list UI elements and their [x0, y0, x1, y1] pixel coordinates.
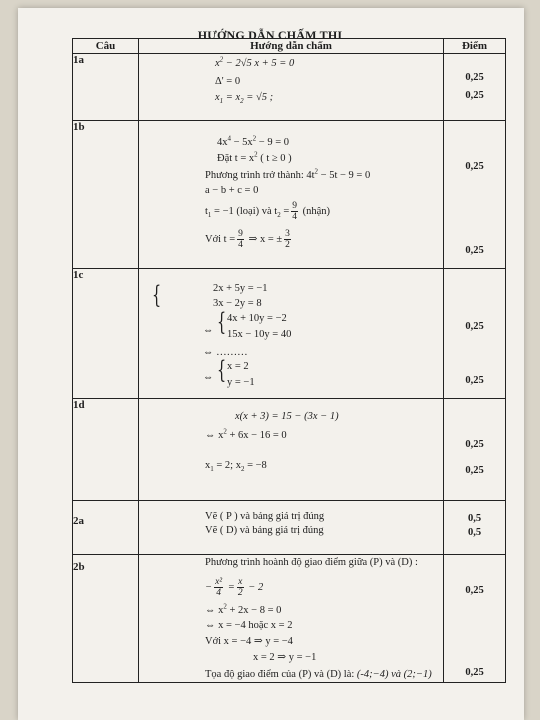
equation-line: ⇔ x = −4 hoặc x = 2 [205, 620, 293, 631]
equation-line: Với x = −4 ⇒ y = −4 [205, 636, 293, 647]
equation-line: − $\frac{\text{x²}}{4}$ = $\frac{x}{2}$ − 2 [205, 577, 264, 598]
score-value: 0,25 [465, 161, 484, 172]
equation-line: $x_1 = x_2 = √5$ ; [215, 92, 274, 106]
score-value: 0,25 [465, 375, 484, 386]
equation-line: ⇔ $x^2 + 2x - 8 = 0$ [205, 602, 282, 616]
conclusion-line: Tọa độ giao điểm của (P) và (D) là: (-4;−4) và (2;−1) [205, 669, 432, 680]
table-row [73, 269, 506, 399]
score-value: 0,5 [467, 527, 482, 538]
table-row [73, 121, 506, 269]
guide-text: Vẽ ( D) và bảng giá trị đúng [205, 525, 324, 536]
guide-cell [139, 399, 444, 501]
brace-icon: { [217, 356, 227, 384]
score-cell [444, 555, 506, 683]
equation-line: x = 2 [227, 361, 249, 372]
equation-line: Δ' = 0 [215, 76, 241, 87]
score-cell [444, 269, 506, 399]
equivalence-symbol: ⇔ [203, 325, 214, 336]
score-value: 0,25 [465, 245, 484, 256]
question-label: 1b [73, 121, 139, 269]
guide-cell [139, 54, 444, 121]
equation-line: $x_1 = 2$; $x_2 = -8$ [205, 460, 267, 474]
equation-line: ⇔ ……… [203, 347, 248, 358]
score-cell [444, 121, 506, 269]
guide-text: Phương trình hoành độ giao điểm giữa (P) và (D) : [205, 557, 418, 568]
guide-cell [139, 501, 444, 555]
table-header-row [73, 39, 506, 54]
equation-line: 3x − 2y = 8 [213, 298, 262, 309]
score-value: 0,25 [465, 667, 484, 678]
header-score: Điểm [444, 39, 506, 54]
score-value: 0,5 [467, 513, 482, 524]
guide-text: Vẽ ( P ) và bảng giá trị đúng [205, 511, 325, 522]
equation-line: $t_1 = -1$ (loại) và $t_2$ = $\frac{9}{4}$ (nhận) [205, 201, 331, 222]
equivalence-symbol: ⇔ [203, 372, 214, 383]
brace-icon: { [152, 281, 162, 309]
score-cell [444, 501, 506, 555]
score-cell [444, 399, 506, 501]
equation-line: x = 2 ⇒ y = −1 [253, 652, 317, 663]
equation-line: 4x + 10y = −2 [227, 313, 287, 324]
question-label: 1d [73, 399, 139, 501]
equation-line: a − b + c = 0 [205, 185, 259, 196]
score-value: 0,25 [465, 465, 484, 476]
question-label: 1c [73, 269, 139, 399]
score-cell [444, 54, 506, 121]
equation-line: 2x + 5y = −1 [213, 283, 268, 294]
brace-icon: { [217, 308, 227, 336]
header-guide: Hướng dẫn chấm [139, 39, 444, 54]
score-value: 0,25 [465, 90, 484, 101]
header-question: Câu [73, 39, 139, 54]
question-label: 2a [73, 501, 139, 555]
score-value: 0,25 [465, 321, 484, 332]
guide-cell [139, 269, 444, 399]
equation-line: x(x + 3) = 15 − (3x − 1) [235, 411, 339, 422]
equation-line: Phương trình trở thành: $4t^2 - 5t - 9 = 0$ [205, 167, 371, 181]
table-row [73, 399, 506, 501]
guide-cell [139, 121, 444, 269]
equation-line: $4x^4 - 5x^2 - 9 = 0$ [217, 134, 290, 148]
score-value: 0,25 [465, 439, 484, 450]
equation-line: y = −1 [227, 377, 255, 388]
table-row [73, 54, 506, 121]
guide-cell [139, 555, 444, 683]
table-row [73, 501, 506, 555]
equation-line: Với t = $\frac{9}{4}$ ⇒ x = ± $\frac{3}{2}$ [205, 229, 290, 250]
question-label: 2b [73, 555, 139, 683]
table-row [73, 555, 506, 683]
question-label: 1a [73, 54, 139, 121]
equation-line: $x^2 - 2√5$ x + 5 = 0 [215, 55, 295, 69]
score-value: 0,25 [465, 72, 484, 83]
equation-line: ⇔ $x^2 + 6x - 16 = 0$ [205, 427, 287, 441]
grading-table [72, 38, 506, 683]
score-value: 0,25 [465, 585, 484, 596]
document-title: HƯỚNG DẪN CHẤM THI [197, 28, 343, 42]
equation-line: Đặt $t = x^2$ ( t ≥ 0 ) [217, 150, 292, 164]
equation-line: 15x − 10y = 40 [227, 329, 292, 340]
